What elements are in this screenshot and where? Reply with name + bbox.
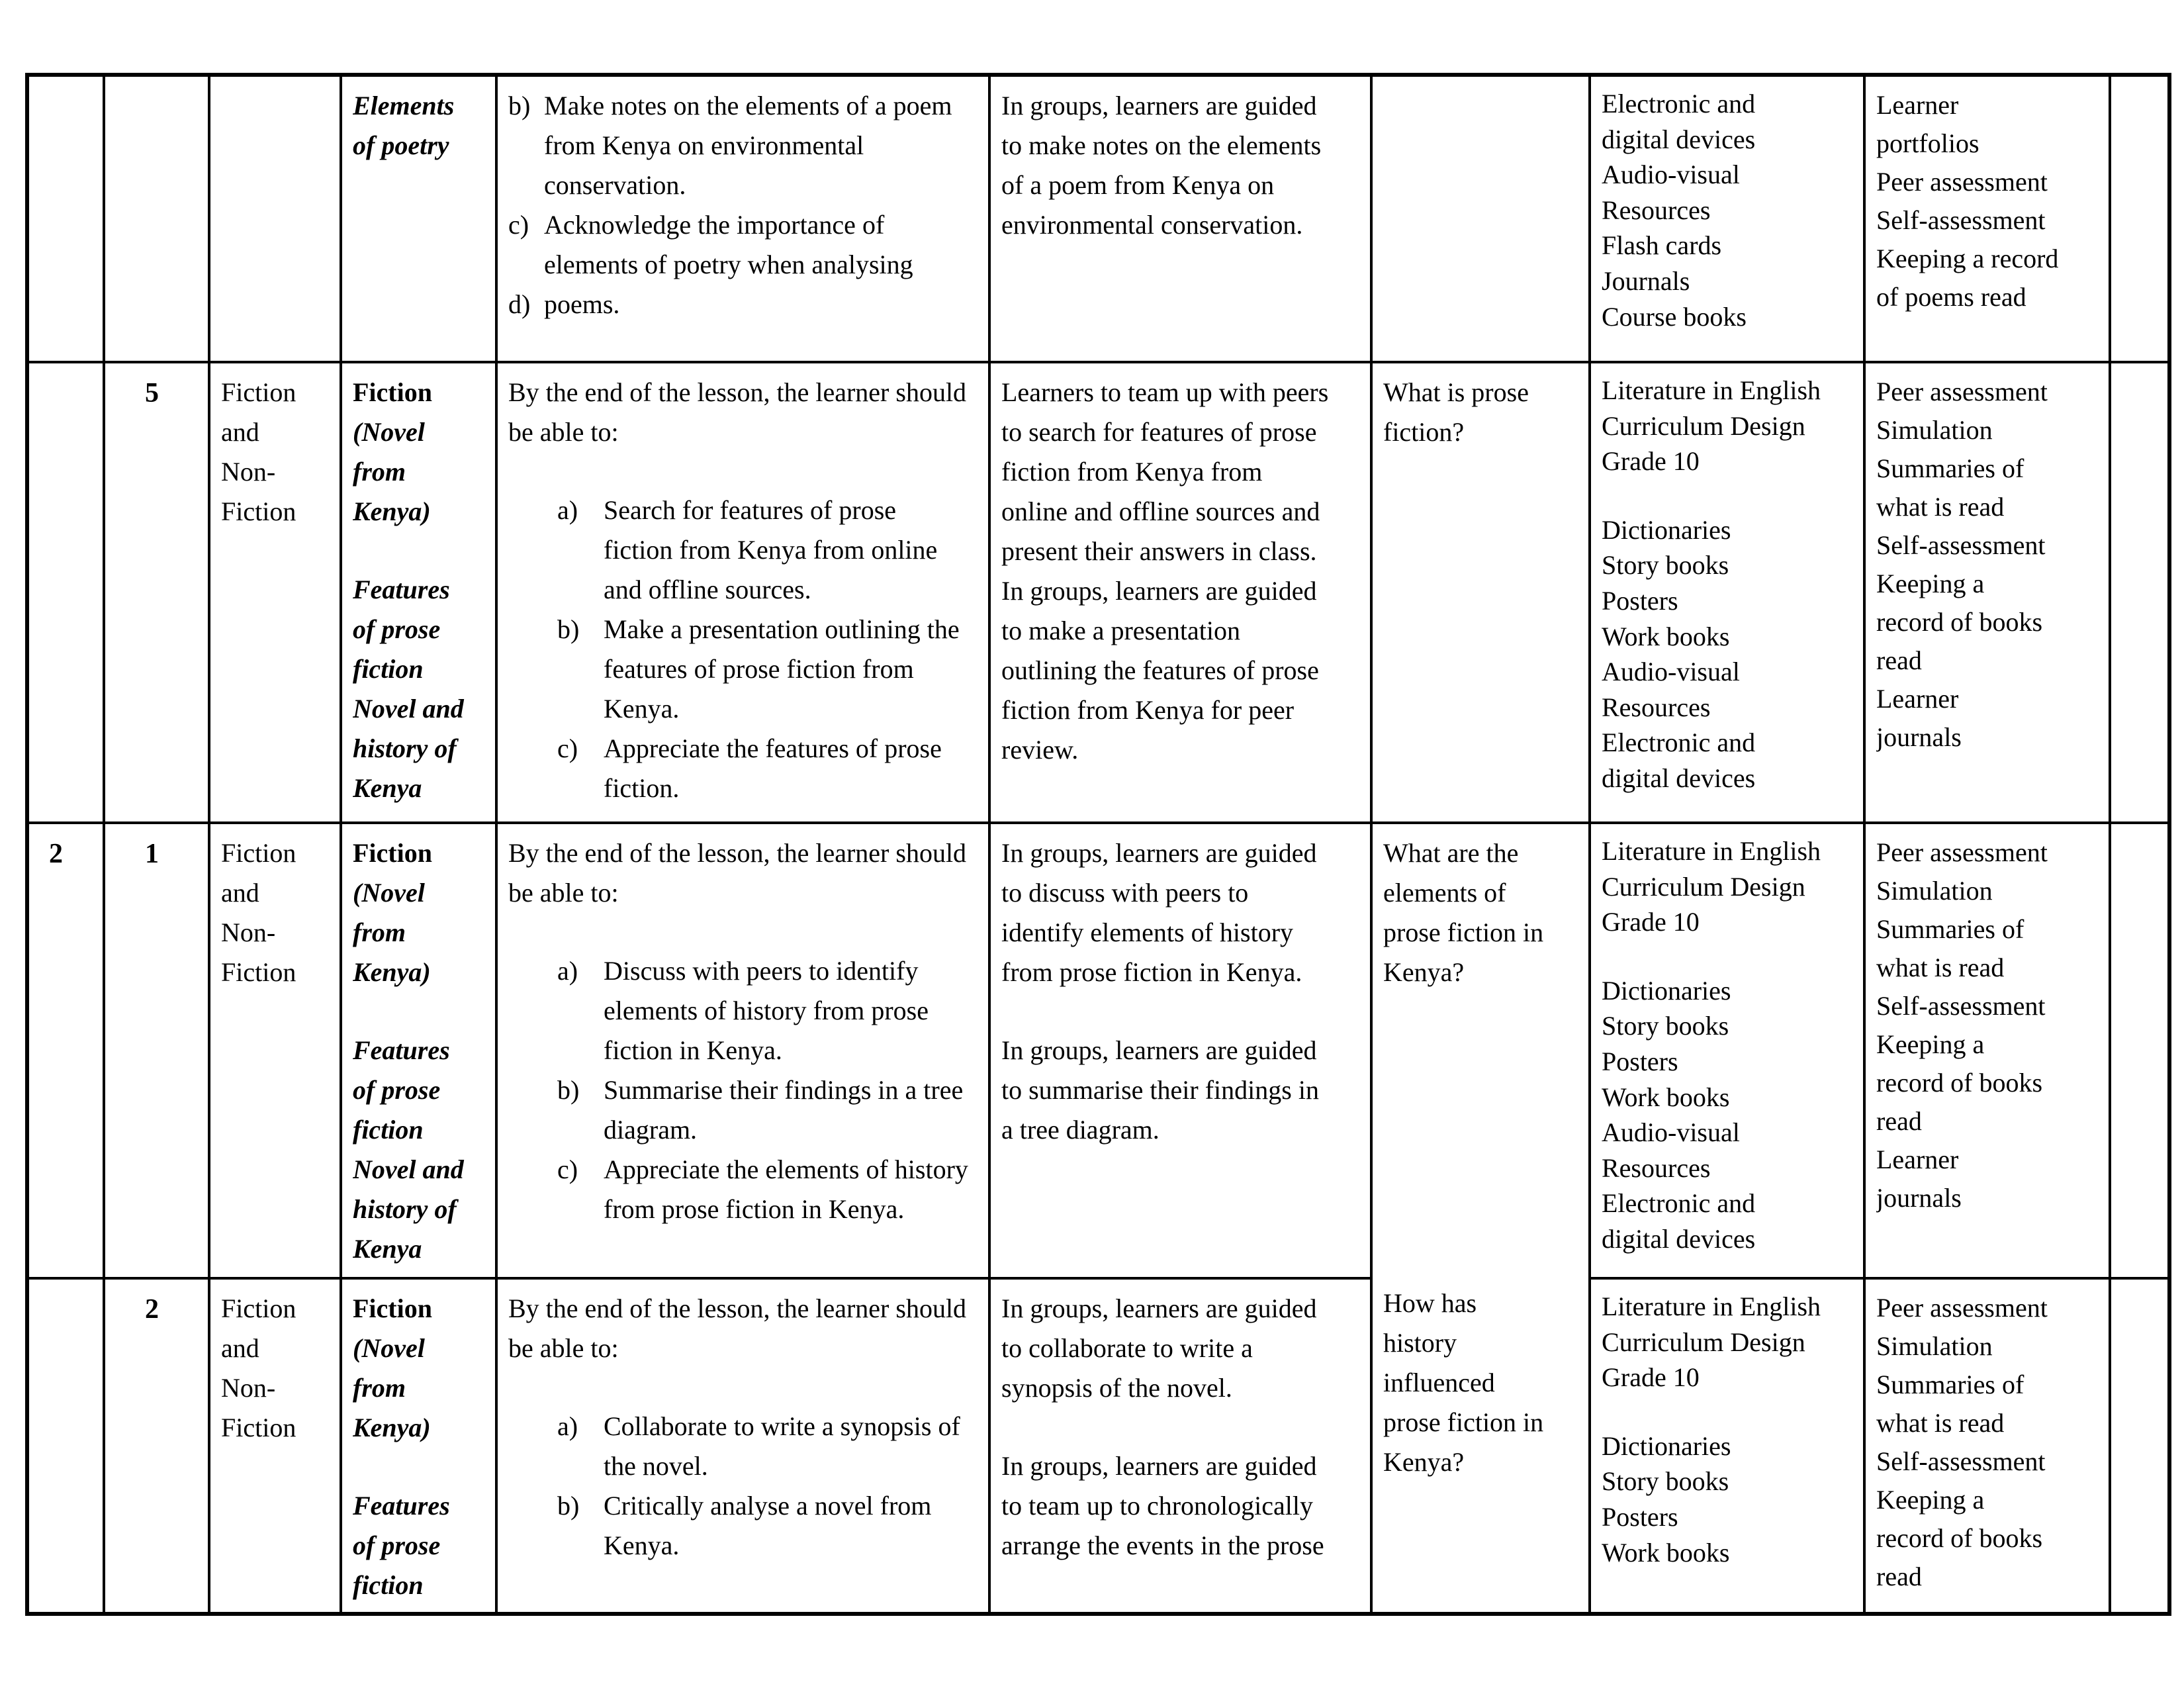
text-line: Novel and history of Kenya xyxy=(353,694,464,803)
strand-label: Fiction and Non-Fiction xyxy=(221,377,296,526)
assessment-list xyxy=(1876,86,2061,316)
list-item xyxy=(508,1150,972,1229)
list-text: Make notes on the elements of a poem from Kenya on environmental conservation. xyxy=(544,91,952,200)
table-row xyxy=(27,75,2169,362)
resources-cell xyxy=(1590,1278,1864,1614)
list-item xyxy=(508,1407,972,1486)
text-line: Work books xyxy=(1602,621,1730,651)
text-line: Simulation xyxy=(1876,415,1993,445)
substrand-subtitle: (Novel from Kenya) xyxy=(353,878,431,987)
text-line: Audio-visual Resources xyxy=(1602,1117,1740,1183)
text-line: In groups, learners are guided to discuss with peers to identify elements of history from prose fiction in Kenya. xyxy=(1001,838,1317,987)
list-text: Appreciate the features of prose fiction. xyxy=(604,733,942,803)
text-line: In groups, learners are guided to summarise their findings in a tree diagram. xyxy=(1001,1035,1319,1145)
outcomes-cell xyxy=(496,823,989,1278)
strand-cell xyxy=(209,1278,341,1614)
list-text: poems. xyxy=(544,289,620,319)
text-line: Dictionaries xyxy=(1602,1430,1731,1461)
remarks-cell xyxy=(2110,75,2169,362)
text-line: Work books xyxy=(1602,1537,1730,1568)
table-row xyxy=(27,823,2169,1278)
experiences-cell xyxy=(989,75,1371,362)
list-marker: c) xyxy=(508,210,529,240)
text-line: Journals xyxy=(1602,265,1690,296)
assessment-cell xyxy=(1864,75,2110,362)
text-line: Simulation xyxy=(1876,1331,1993,1361)
text-line: Electronic and digital devices xyxy=(1602,1188,1756,1254)
key-inquiry-question: What are the elements of prose fiction in Kenya? xyxy=(1383,838,1544,987)
list-marker: c) xyxy=(557,1154,578,1184)
text-line: Posters xyxy=(1602,1046,1678,1076)
key-inquiry-question: What is prose fiction? xyxy=(1383,377,1529,447)
text-line: Posters xyxy=(1602,1501,1678,1532)
list-text: Make a presentation outlining the features of prose fiction from Kenya. xyxy=(604,614,960,724)
list-text: Appreciate the elements of history from prose fiction in Kenya. xyxy=(604,1154,968,1224)
text-line: Flash cards xyxy=(1602,230,1722,261)
list-item xyxy=(508,1486,972,1566)
resources-curriculum xyxy=(1602,1289,1829,1395)
text-line: Features of prose fiction xyxy=(353,1491,450,1600)
list-text: Discuss with peers to identify elements of history from prose fiction in Kenya. xyxy=(604,956,929,1065)
substrand-subtitle: (Novel from Kenya) xyxy=(353,1333,431,1442)
table-row xyxy=(27,1278,2169,1614)
resources-curriculum xyxy=(1602,373,1829,479)
text-line: Learner portfolios xyxy=(1876,90,1979,158)
substrand-cell xyxy=(341,823,496,1278)
assessment-list xyxy=(1876,833,2049,1217)
text-line: Peer assessment xyxy=(1876,167,2048,197)
text-line: Self-assessment xyxy=(1876,205,2046,235)
experiences-cell xyxy=(989,362,1371,823)
key-inquiry-question-cell xyxy=(1371,823,1590,1614)
substrand-topics xyxy=(353,570,478,808)
substrand-topics xyxy=(353,1486,478,1600)
text-line: Features of prose fiction xyxy=(353,1035,450,1145)
experiences-text xyxy=(1001,833,1333,1150)
key-inquiry-question-cell xyxy=(1371,362,1590,823)
experiences-cell xyxy=(989,1278,1371,1614)
outcomes-intro: By the end of the lesson, the learner should be able to: xyxy=(508,1293,967,1363)
text-line: Posters xyxy=(1602,585,1678,616)
list-item xyxy=(508,729,972,808)
text-line: Electronic and digital devices xyxy=(1602,727,1756,793)
strand-label: Fiction and Non-Fiction xyxy=(221,1293,296,1442)
outcomes-list xyxy=(508,1407,972,1566)
list-item xyxy=(508,491,972,610)
assessment-cell xyxy=(1864,362,2110,823)
list-marker: c) xyxy=(557,733,578,763)
substrand-cell xyxy=(341,75,496,362)
list-text: Collaborate to write a synopsis of the novel. xyxy=(604,1411,960,1481)
text-line: Story books xyxy=(1602,550,1729,581)
text-line: Story books xyxy=(1602,1011,1729,1041)
text-line: Self-assessment xyxy=(1876,1446,2046,1476)
list-text: Acknowledge the importance of elements of poetry when analysing xyxy=(544,210,913,279)
text-line: Literature in English Curriculum Design Grade 10 xyxy=(1602,1291,1821,1393)
outcomes-cell xyxy=(496,1278,989,1614)
experiences-cell xyxy=(989,823,1371,1278)
lesson-cell xyxy=(104,1278,209,1614)
substrand-cell xyxy=(341,362,496,823)
text-line: Literature in English Curriculum Design Grade 10 xyxy=(1602,836,1821,937)
text-line: Features of prose fiction xyxy=(353,575,450,684)
scheme-of-work-table xyxy=(25,73,2171,1616)
outcomes-list xyxy=(508,951,972,1229)
text-line: Keeping a record of poems read xyxy=(1876,244,2059,312)
list-marker: a) xyxy=(557,956,578,986)
list-marker: b) xyxy=(557,1491,580,1521)
text-line: Learner journals xyxy=(1876,1145,1962,1213)
list-marker: d) xyxy=(508,289,531,319)
key-inquiry-question-cell xyxy=(1371,75,1590,362)
lesson-cell xyxy=(104,823,209,1278)
text-line: Novel and history of Kenya xyxy=(353,1154,464,1264)
resources-list xyxy=(1602,512,1829,796)
text-line: Elements of poetry xyxy=(353,91,455,160)
resources-cell xyxy=(1590,75,1864,362)
text-line: Story books xyxy=(1602,1466,1729,1497)
list-marker: a) xyxy=(557,495,578,525)
resources-list xyxy=(1602,86,1829,334)
substrand-title: Fiction xyxy=(353,838,432,868)
substrand-title: Fiction xyxy=(353,1293,432,1323)
outcomes-list xyxy=(508,86,972,324)
list-item xyxy=(508,1070,972,1150)
strand-cell xyxy=(209,823,341,1278)
lesson-cell xyxy=(104,75,209,362)
text-line: Literature in English Curriculum Design Grade 10 xyxy=(1602,375,1821,477)
list-item xyxy=(508,205,972,285)
experiences-text xyxy=(1001,86,1333,245)
outcomes-list xyxy=(508,491,972,808)
list-marker: b) xyxy=(508,91,531,120)
list-text: Search for features of prose fiction from Kenya from online and offline sources. xyxy=(604,495,938,604)
text-line: Self-assessment xyxy=(1876,530,2046,560)
list-item xyxy=(508,86,972,205)
list-text: Summarise their findings in a tree diagram. xyxy=(604,1075,964,1145)
list-item xyxy=(508,610,972,729)
list-marker: a) xyxy=(557,1411,578,1441)
week-cell xyxy=(27,75,104,362)
lesson-number: 5 xyxy=(145,378,159,408)
assessment-list xyxy=(1876,373,2049,757)
resources-curriculum xyxy=(1602,833,1829,940)
remarks-cell xyxy=(2110,362,2169,823)
text-line: Summaries of what is read xyxy=(1876,914,2025,982)
substrand-title: Fiction xyxy=(353,377,432,407)
text-line: In groups, learners are guided to make a presentation outlining the features of prose fiction from Kenya for peer review. xyxy=(1001,576,1319,765)
substrand-subtitle: (Novel from Kenya) xyxy=(353,417,431,526)
strand-cell xyxy=(209,362,341,823)
text-line: Work books xyxy=(1602,1082,1730,1112)
text-line: Summaries of what is read xyxy=(1876,1370,2025,1438)
substrand-topics xyxy=(353,86,478,165)
text-line: Audio-visual Resources xyxy=(1602,657,1740,722)
list-marker: b) xyxy=(557,1075,580,1105)
text-line: Electronic and digital devices xyxy=(1602,89,1756,154)
text-line: Audio-visual Resources xyxy=(1602,160,1740,225)
text-line: Simulation xyxy=(1876,876,1993,906)
substrand-topics xyxy=(353,1031,478,1265)
list-item xyxy=(508,951,972,1070)
text-line: Self-assessment xyxy=(1876,991,2046,1021)
text-line: Learner journals xyxy=(1876,684,1962,752)
outcomes-intro: By the end of the lesson, the learner should be able to: xyxy=(508,377,967,447)
text-line: Summaries of what is read xyxy=(1876,453,2025,522)
text-line: Dictionaries xyxy=(1602,975,1731,1006)
outcomes-cell xyxy=(496,75,989,362)
week-cell xyxy=(27,823,104,1278)
text-line: Learners to team up with peers to search for features of prose fiction from Kenya from online and offline sources and present their answers in class. xyxy=(1001,377,1329,566)
text-line: In groups, learners are guided to collaborate to write a synopsis of the novel. xyxy=(1001,1293,1317,1403)
list-text: Critically analyse a novel from Kenya. xyxy=(604,1491,932,1560)
text-line: Peer assessment xyxy=(1876,1293,2048,1323)
outcomes-intro: By the end of the lesson, the learner should be able to: xyxy=(508,838,967,908)
text-line: Keeping a record of books read xyxy=(1876,1029,2043,1136)
week-number: 2 xyxy=(49,839,63,869)
assessment-cell xyxy=(1864,1278,2110,1614)
text-line: Course books xyxy=(1602,301,1747,332)
remarks-cell xyxy=(2110,823,2169,1278)
lesson-number: 2 xyxy=(145,1294,159,1325)
strand-label: Fiction and Non-Fiction xyxy=(221,838,296,987)
table-row xyxy=(27,362,2169,823)
assessment-cell xyxy=(1864,823,2110,1278)
text-line: Keeping a record of books read xyxy=(1876,569,2043,675)
week-cell xyxy=(27,1278,104,1614)
resources-list xyxy=(1602,1429,1829,1570)
list-marker: b) xyxy=(557,614,580,644)
experiences-text xyxy=(1001,373,1333,770)
lesson-cell xyxy=(104,362,209,823)
text-line: Dictionaries xyxy=(1602,514,1731,545)
outcomes-cell xyxy=(496,362,989,823)
resources-cell xyxy=(1590,362,1864,823)
remarks-cell xyxy=(2110,1278,2169,1614)
text-line: Peer assessment xyxy=(1876,837,2048,867)
lesson-number: 1 xyxy=(145,839,159,869)
text-line: In groups, learners are guided to make notes on the elements of a poem from Kenya on environmental conservation. xyxy=(1001,91,1322,240)
substrand-cell xyxy=(341,1278,496,1614)
key-inquiry-question: How has history influenced prose fiction in Kenya? xyxy=(1383,1288,1544,1477)
strand-cell xyxy=(209,75,341,362)
text-line: In groups, learners are guided to team up to chronologically arrange the events in the prose xyxy=(1001,1451,1324,1560)
week-cell xyxy=(27,362,104,823)
assessment-list xyxy=(1876,1289,2049,1596)
resources-list xyxy=(1602,973,1829,1257)
resources-cell xyxy=(1590,823,1864,1278)
text-line: Keeping a record of books read xyxy=(1876,1485,2043,1591)
list-item xyxy=(508,285,972,324)
text-line: Peer assessment xyxy=(1876,377,2048,406)
experiences-text xyxy=(1001,1289,1333,1566)
